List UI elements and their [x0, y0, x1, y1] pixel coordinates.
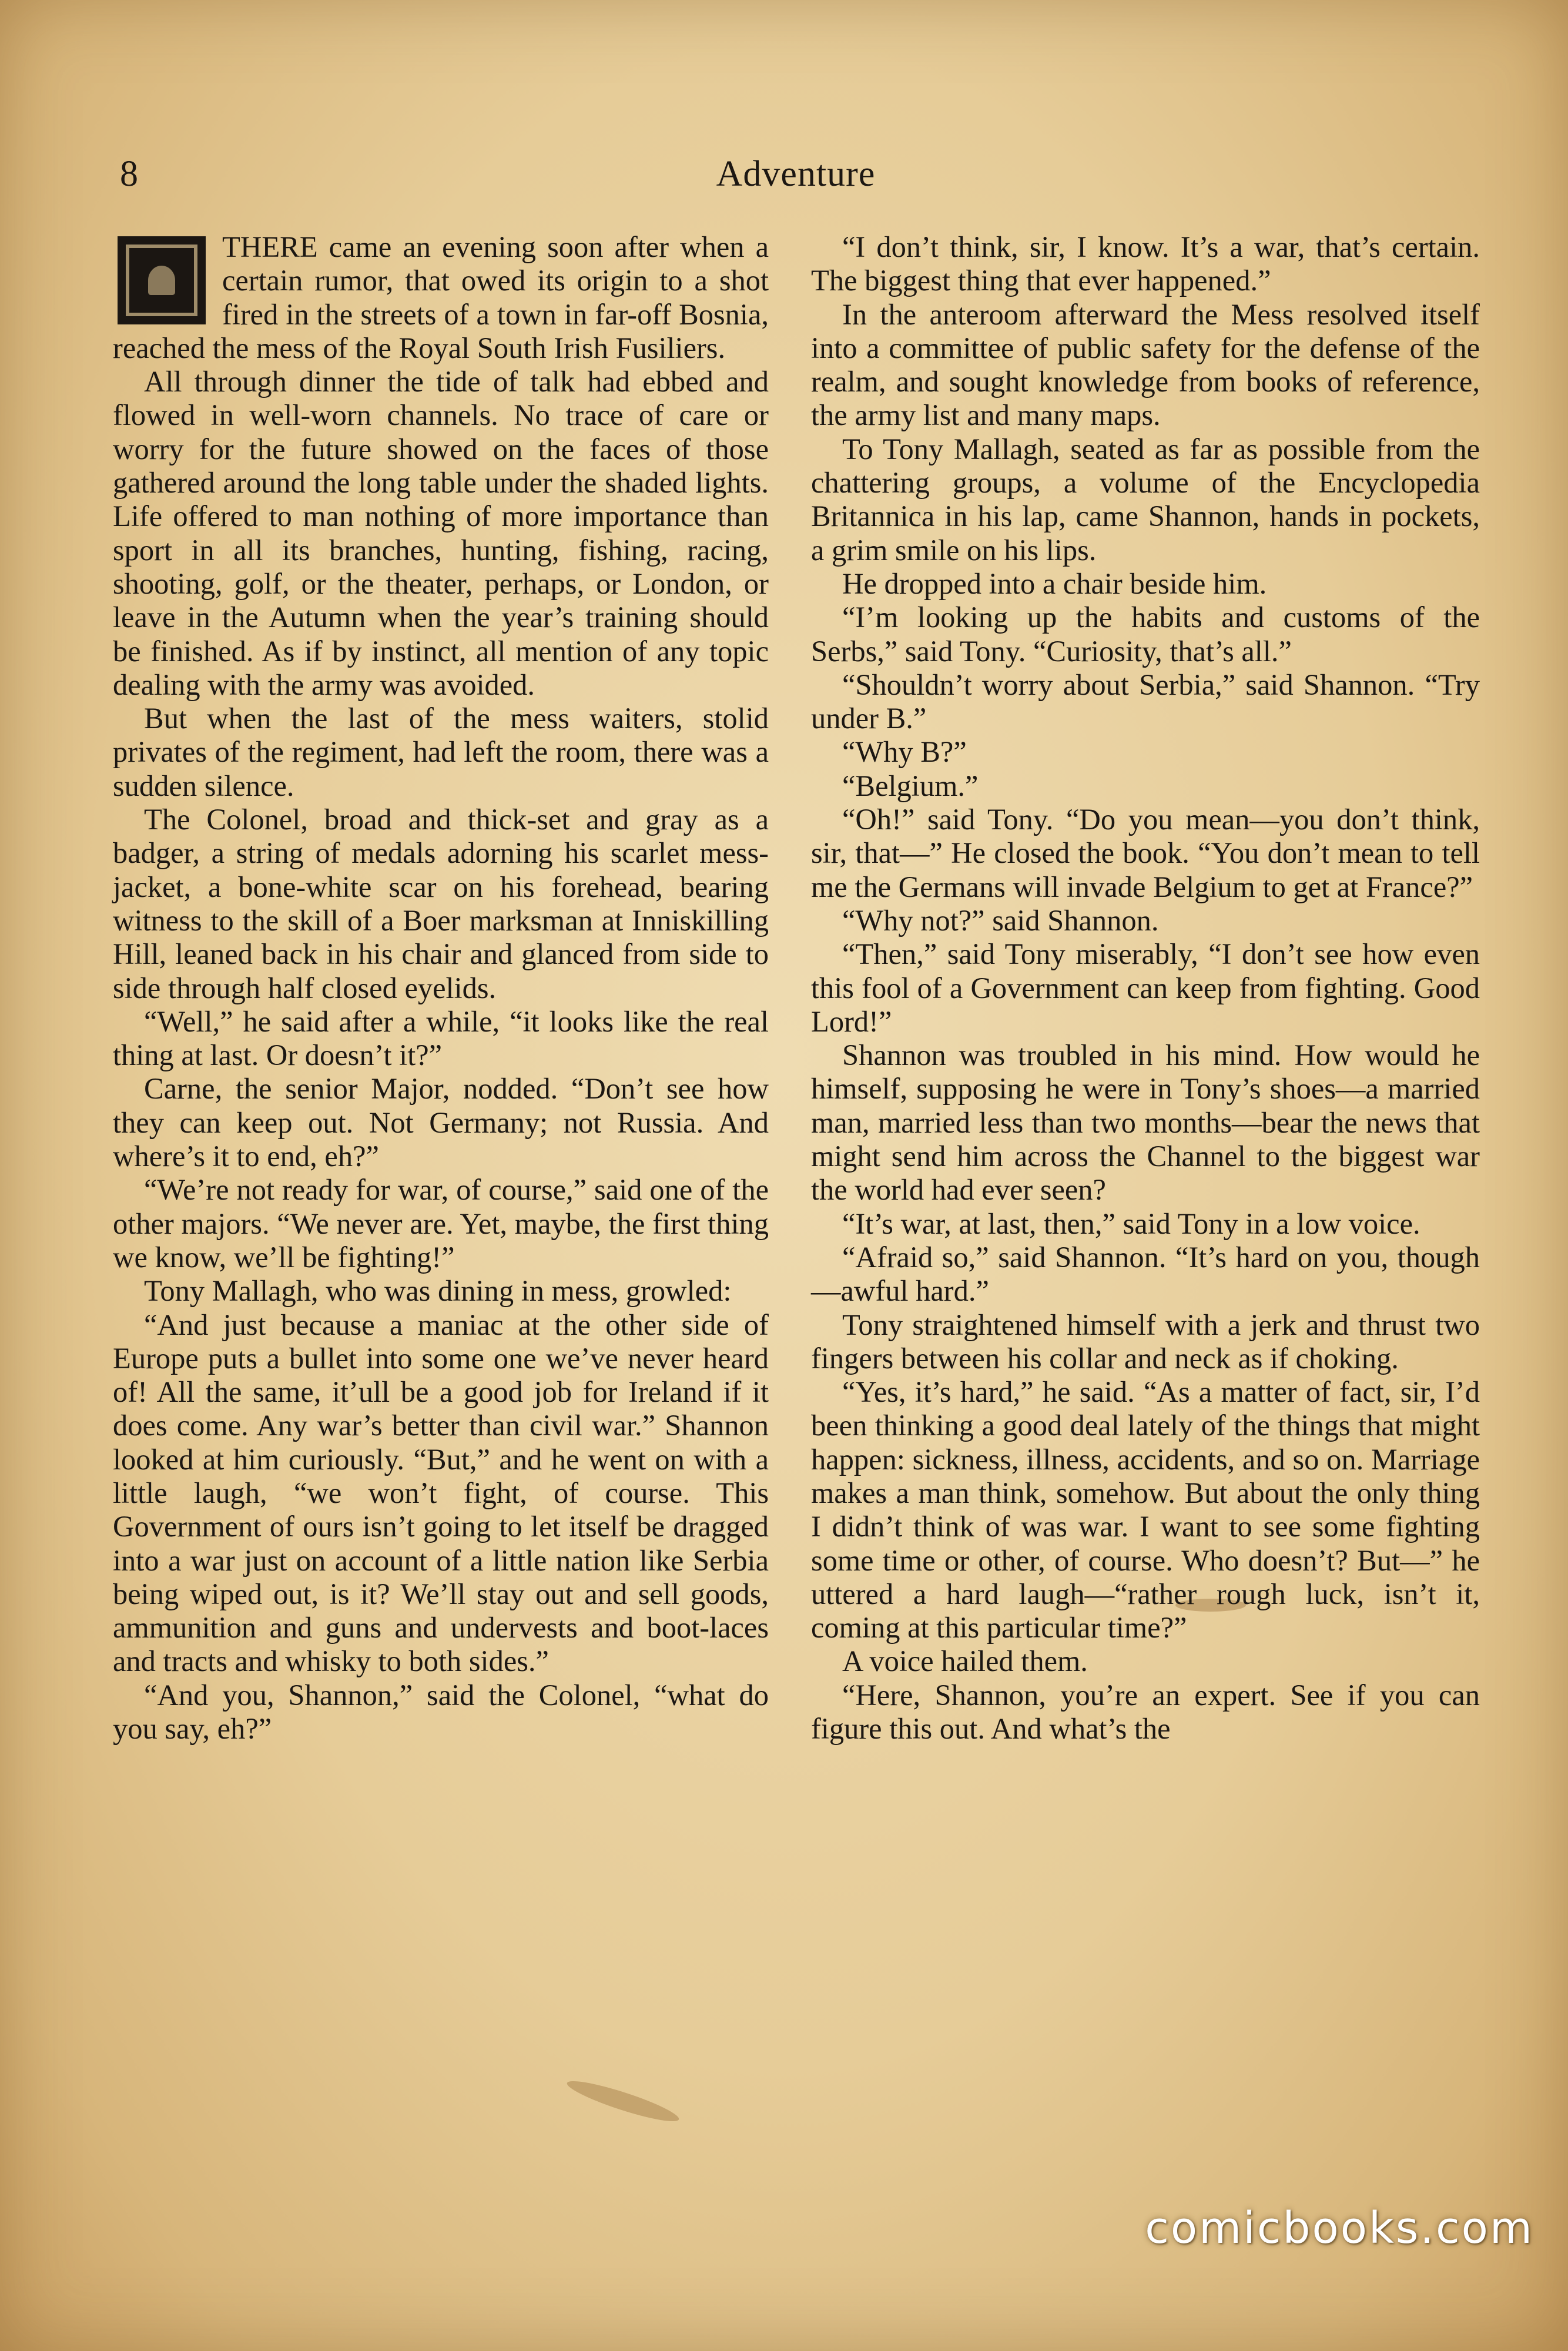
- paragraph: In the anteroom afterward the Mess resolved itself into a committee of public safety for the defense of the realm, and sought knowledge from books of reference, the army list and many maps.: [811, 297, 1480, 432]
- paragraph: “Here, Shannon, you’re an expert. See if you can figure this out. And what’s the: [811, 1678, 1480, 1746]
- paragraph: “Then,” said Tony miserably, “I don’t see how even this fool of a Government can keep from fighting. Good Lord!”: [811, 937, 1480, 1038]
- paragraph: “And you, Shannon,” said the Colonel, “what do you say, eh?”: [113, 1678, 769, 1746]
- paragraph: The Colonel, broad and thick-set and gray as a badger, a string of medals adorning his scarlet mess-jacket, a bone-white scar on his forehead, bearing witness to the skill of a Boer marksman at Inniskilling Hill, leaned back in his chair and glanced from side to side through half closed eyelids.: [113, 803, 769, 1004]
- paragraph: “Belgium.”: [842, 769, 979, 802]
- paragraph: Shannon was troubled in his mind. How would he himself, supposing he were in Tony’s shoes—a married man, married less than two months—bear the news that might send him across the Channel to the biggest war the world had ever seen?: [811, 1039, 1480, 1207]
- page-number: 8: [120, 154, 138, 194]
- right-column: [811, 230, 1480, 1746]
- left-column: [113, 230, 769, 1746]
- running-title: Adventure: [716, 154, 876, 194]
- paragraph: “And just because a maniac at the other side of Europe puts a bullet into some one we’ve never heard of! All the same, it’ull be a good job for Ireland if it does come. Any war’s better than civil war.” Shannon looked at him curiously. “But,” and he went on with a little laugh, “we won’t fight, of course. This Government of ours isn’t going to let itself be dragged into a war just on account of a little nation like Serbia being wiped out, is it? We’ll stay out and sell goods, ammunition and guns and undervests and boot-laces and tracts and whisky to both sides.”: [113, 1308, 769, 1678]
- ornamental-drop-cap-icon: [118, 236, 206, 324]
- paragraph: Carne, the senior Major, nodded. “Don’t see how they can keep out. Not Germany; not Russia. And where’s it to end, eh?”: [113, 1072, 769, 1173]
- paragraph: To Tony Mallagh, seated as far as possible from the chattering groups, a volume of the Encyclopedia Britannica in his lap, came Shannon, hands in pockets, a grim smile on his lips.: [811, 432, 1480, 567]
- paragraph: “I don’t think, sir, I know. It’s a war, that’s certain. The biggest thing that ever happened.”: [811, 230, 1480, 297]
- paragraph: Tony Mallagh, who was dining in mess, growled:: [144, 1274, 732, 1308]
- paragraph: “Oh!” said Tony. “Do you mean—you don’t think, sir, that—” He closed the book. “You don’t mean to tell me the Germans will invade Belgium to get at France?”: [811, 803, 1480, 903]
- paragraph: “Afraid so,” said Shannon. “It’s hard on you, though—awful hard.”: [811, 1240, 1480, 1308]
- paragraph: “We’re not ready for war, of course,” said one of the other majors. “We never are. Yet, maybe, the first thing we know, we’ll be fighting!”: [113, 1173, 769, 1274]
- site-watermark: comicbooks.com: [1145, 2203, 1534, 2253]
- paragraph: “Shouldn’t worry about Serbia,” said Shannon. “Try under B.”: [811, 668, 1480, 735]
- paragraph: “Why not?” said Shannon.: [842, 903, 1159, 937]
- paragraph: But when the last of the mess waiters, stolid privates of the regiment, had left the room, there was a sudden silence.: [113, 702, 769, 802]
- paragraph: “It’s war, at last, then,” said Tony in a low voice.: [842, 1207, 1420, 1240]
- paragraph: “Yes, it’s hard,” he said. “As a matter of fact, sir, I’d been thinking a good deal lately of the things that might happen: sickness, illness, accidents, and so on. Marriage makes a man think, somehow. But about the only thing I didn’t think of was war. I want to see some fighting some time or other, of course. Who doesn’t? But—” he uttered a hard laugh—“rather rough luck, isn’t it, coming at this particular time?”: [811, 1375, 1480, 1645]
- paragraph: “Well,” he said after a while, “it looks like the real thing at last. Or doesn’t it?”: [113, 1004, 769, 1072]
- paragraph: A voice hailed them.: [842, 1645, 1088, 1678]
- paragraph: “I’m looking up the habits and customs of the Serbs,” said Tony. “Curiosity, that’s all.”: [811, 601, 1480, 668]
- paragraph: THERE came an evening soon after when a certain rumor, that owed its origin to a shot fired in the streets of a town in far-off Bosnia, reached the mess of the Royal South Irish Fusiliers.: [113, 230, 769, 364]
- paragraph: Tony straightened himself with a jerk and thrust two fingers between his collar and neck as if choking.: [811, 1308, 1480, 1375]
- paragraph: He dropped into a chair beside him.: [842, 567, 1267, 600]
- paper-stain: [564, 2075, 681, 2128]
- paragraph: “Why B?”: [842, 735, 967, 769]
- paragraph: All through dinner the tide of talk had ebbed and flowed in well-worn channels. No trace of care or worry for the future showed on the faces of those gathered around the long table under the shaded lights. Life offered to man nothing of more importance than sport in all its branches, hunting, fishing, racing, shooting, golf, or the theater, perhaps, or London, or leave in the Autumn when the year’s training should be finished. As if by instinct, all mention of any topic dealing with the army was avoided.: [113, 365, 769, 701]
